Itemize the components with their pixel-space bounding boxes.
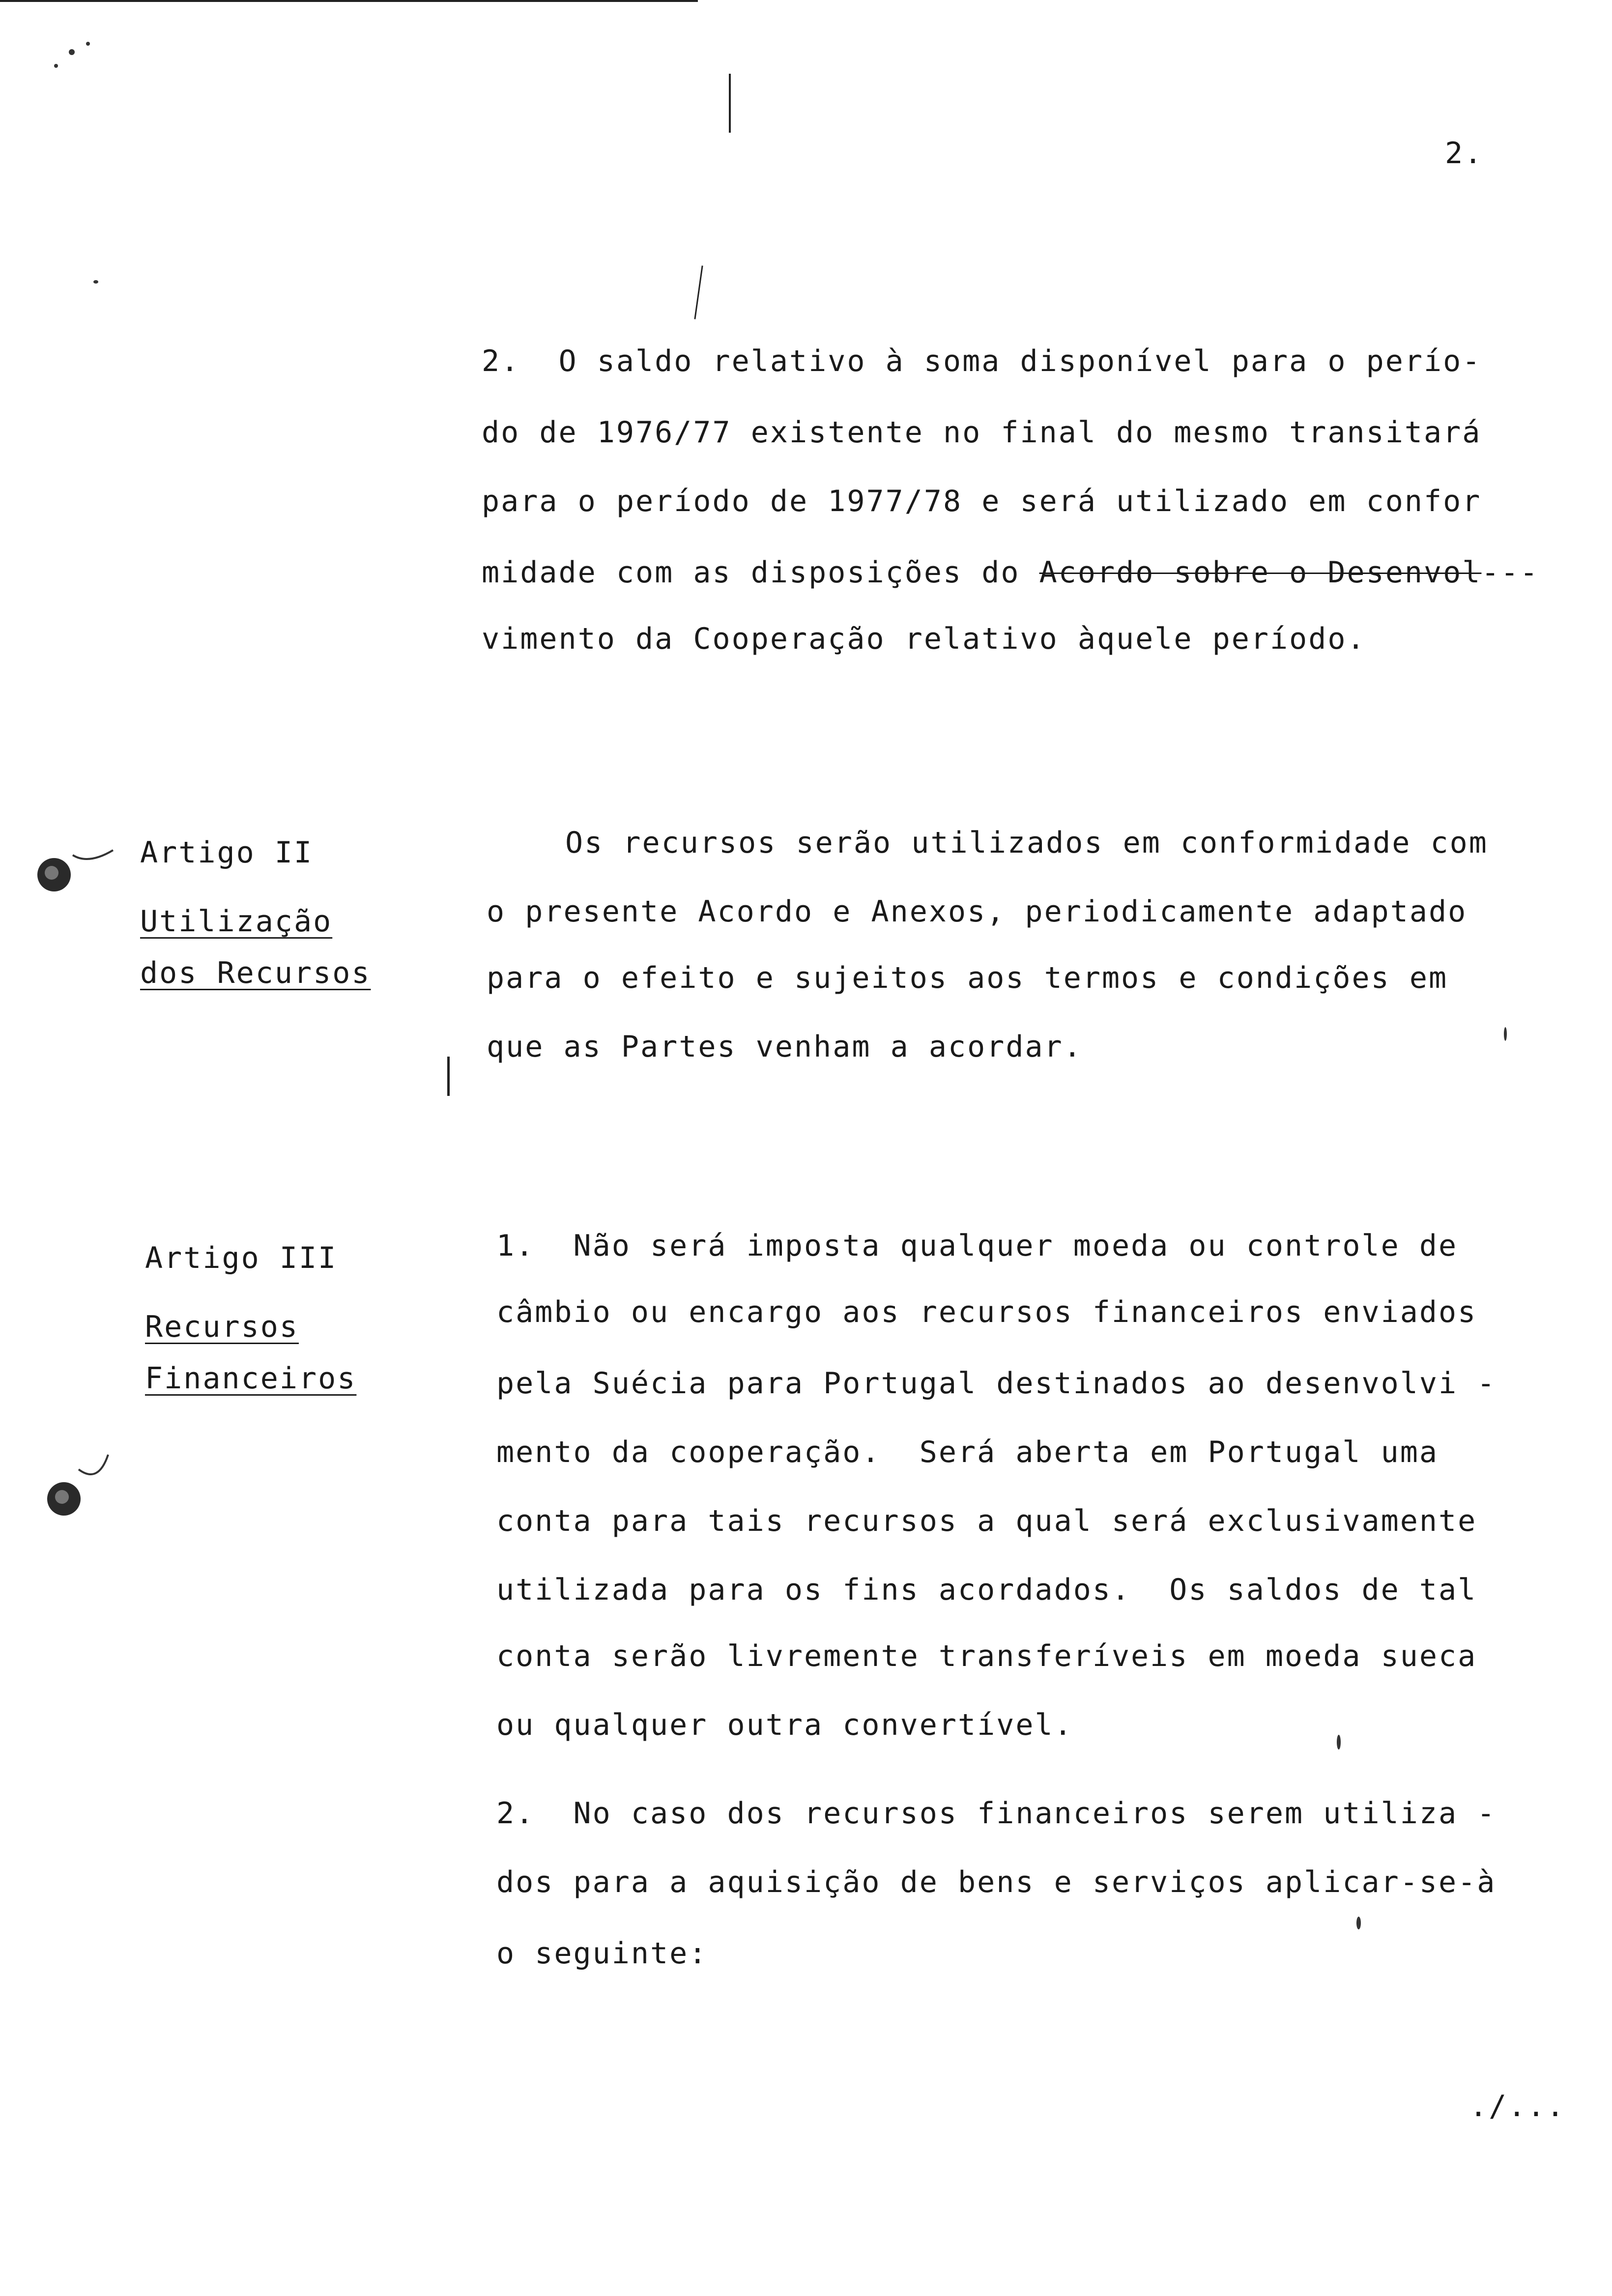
artigo-iii-p1-line: 1. Não será imposta qualquer moeda ou controle de: [496, 1229, 1458, 1263]
artigo-ii-text-line: Os recursos serão utilizados em conformidade com: [565, 826, 1488, 860]
artigo-iii-subtitle: Recursos: [145, 1310, 299, 1344]
punch-hole-icon: [29, 835, 118, 899]
artigo-iii-p1-line: pela Suécia para Portugal destinados ao desenvolvi -: [496, 1366, 1497, 1401]
top-edge-rule: [0, 0, 698, 2]
saldo-paragraph-line-with-strike: [482, 555, 1563, 590]
scan-speck: [93, 280, 98, 284]
saldo-line-text: midade com as disposições do: [482, 555, 1039, 590]
artigo-ii-text-line: para o efeito e sujeitos aos termos e condições em: [487, 961, 1448, 995]
scan-mark-line: [729, 74, 731, 133]
artigo-iii-p2-line: o seguinte:: [496, 1936, 708, 1971]
scan-speck: [54, 64, 58, 68]
page-number: 2.: [1445, 136, 1484, 171]
scan-speck: [69, 49, 75, 55]
artigo-iii-p1-line: conta para tais recursos a qual será exclusivamente: [496, 1504, 1477, 1538]
artigo-iii-heading: Artigo III: [145, 1241, 338, 1275]
artigo-iii-p1-line: utilizada para os fins acordados. Os saldos de tal: [496, 1573, 1477, 1607]
scan-speck: [1356, 1917, 1361, 1929]
artigo-iii-p2-line: 2. No caso dos recursos financeiros serem utiliza -: [496, 1796, 1497, 1831]
artigo-iii-p1-line: câmbio ou encargo aos recursos financeiros enviados: [496, 1295, 1477, 1329]
artigo-ii-heading: Artigo II: [140, 835, 314, 870]
saldo-paragraph-line: 2. O saldo relativo à soma disponível para o perío-: [482, 344, 1482, 378]
continuation-mark: ./...: [1469, 2089, 1566, 2124]
saldo-paragraph-line: para o período de 1977/78 e será utilizado em confor: [482, 484, 1482, 518]
struck-text: Acordo sobre o Desenvol: [1039, 555, 1482, 590]
artigo-iii-p2-line: dos para a aquisição de bens e serviços aplicar-se-à: [496, 1865, 1497, 1899]
artigo-ii-subtitle: dos Recursos: [140, 956, 371, 990]
dashed-fill: ---: [1481, 555, 1539, 590]
scan-mark-line: [694, 265, 703, 319]
artigo-ii-text-line: que as Partes venham a acordar.: [487, 1030, 1083, 1064]
margin-mark: [447, 1057, 450, 1096]
punch-hole-icon: [34, 1445, 123, 1519]
artigo-ii-text-line: o presente Acordo e Anexos, periodicamente adaptado: [487, 894, 1468, 929]
saldo-paragraph-line: vimento da Cooperação relativo àquele período.: [482, 622, 1366, 656]
artigo-iii-p1-line: ou qualquer outra convertível.: [496, 1708, 1073, 1742]
saldo-paragraph-line: do de 1976/77 existente no final do mesmo transitará: [482, 415, 1482, 450]
artigo-iii-subtitle: Financeiros: [145, 1361, 357, 1396]
scan-speck: [86, 42, 90, 46]
artigo-iii-p1-line: mento da cooperação. Será aberta em Portugal uma: [496, 1435, 1439, 1469]
artigo-ii-subtitle: Utilização: [140, 904, 333, 939]
artigo-iii-p1-line: conta serão livremente transferíveis em moeda sueca: [496, 1639, 1477, 1673]
